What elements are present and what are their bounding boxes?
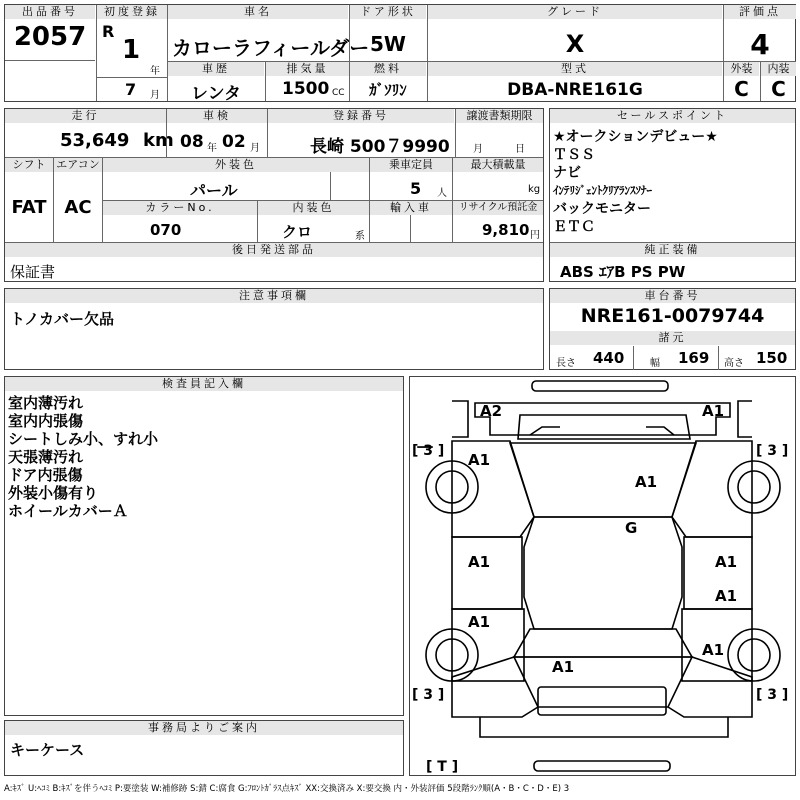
transfer-day-unit: 日 bbox=[515, 144, 525, 155]
spare-tire: [ T ] bbox=[426, 759, 459, 775]
damage-mark: A1 bbox=[702, 402, 725, 420]
chassis-label: 車台番号 bbox=[550, 289, 795, 303]
plate-label: 登録番号 bbox=[268, 109, 454, 123]
length-label: 長さ bbox=[556, 358, 576, 369]
recycle-value: 9,810 bbox=[482, 221, 530, 239]
inspector-line: 外装小傷有り bbox=[8, 484, 99, 502]
fuel-label: 燃料 bbox=[350, 62, 426, 76]
door-label: ドア形状 bbox=[350, 5, 426, 19]
ext-score: C bbox=[734, 77, 749, 101]
dims-label: 諸元 bbox=[550, 331, 795, 345]
ext-color-value: パール bbox=[190, 181, 238, 200]
capacity-label: 乗車定員 bbox=[370, 158, 452, 172]
capacity-unit: 人 bbox=[437, 188, 447, 199]
grade-label: グレード bbox=[428, 5, 722, 19]
maxload-label: 最大積載量 bbox=[453, 158, 543, 172]
ext-score-label: 外装 bbox=[724, 62, 759, 76]
damage-mark: A1 bbox=[468, 613, 491, 631]
plate-value: 長崎 500７9990 bbox=[310, 137, 450, 157]
int-score-label: 内装 bbox=[761, 62, 796, 76]
sales-point-item: ナビ bbox=[553, 165, 581, 181]
displacement-label: 排気量 bbox=[266, 62, 349, 76]
sales-point-item: バックモニター bbox=[553, 201, 651, 217]
inspector-line: 天張薄汚れ bbox=[8, 448, 84, 466]
office-value: キーケース bbox=[10, 741, 85, 759]
damage-diagram bbox=[409, 376, 796, 776]
inspection-month-unit: 月 bbox=[250, 143, 260, 154]
tire-tread-front-left: [ 3 ] bbox=[412, 443, 445, 459]
inspection-year-unit: 年 bbox=[207, 143, 217, 154]
inspector-line: 室内内張傷 bbox=[8, 412, 84, 430]
sales-point-item: ＥＴＣ bbox=[553, 219, 595, 235]
mileage-value: 53,649 bbox=[60, 130, 130, 151]
office-label: 事務局よりご案内 bbox=[5, 721, 403, 735]
int-score: C bbox=[771, 77, 786, 101]
reg-year-unit: 年 bbox=[150, 66, 160, 77]
inspector-line: ホイールカバーＡ bbox=[8, 502, 128, 520]
lot-label: 出品番号 bbox=[5, 5, 95, 19]
height-label: 高さ bbox=[724, 358, 744, 369]
grade-value: X bbox=[565, 30, 585, 58]
mileage-label: 走行 bbox=[5, 109, 166, 123]
transfer-label: 譲渡書類期限 bbox=[456, 109, 543, 123]
mileage-unit: km bbox=[143, 130, 174, 151]
damage-mark: A1 bbox=[468, 553, 491, 571]
later-parts-label: 後日発送部品 bbox=[5, 243, 543, 257]
reg-era: R bbox=[102, 22, 115, 41]
inspector-line: シートしみ小、すれ小 bbox=[8, 430, 159, 448]
inspector-line: 室内薄汚れ bbox=[8, 394, 84, 412]
displacement-value: 1500 bbox=[282, 79, 330, 99]
ac-label: エアコン bbox=[54, 158, 102, 172]
history-value: レンタ bbox=[191, 84, 241, 104]
damage-mark: A2 bbox=[480, 402, 503, 420]
int-color-value: クロ bbox=[282, 223, 313, 241]
model-value: DBA-NRE161G bbox=[507, 80, 643, 100]
damage-mark: A1 bbox=[715, 587, 738, 605]
damage-mark: A1 bbox=[702, 641, 725, 659]
history-label: 車歴 bbox=[168, 62, 264, 76]
chassis-number: NRE161-0079744 bbox=[580, 305, 765, 327]
damage-mark: A1 bbox=[552, 658, 575, 676]
shift-value: FAT bbox=[11, 197, 47, 218]
width-value: 169 bbox=[678, 349, 710, 367]
reg-month: 7 bbox=[125, 80, 137, 99]
car-diagram-svg bbox=[410, 377, 795, 775]
car-name: カローラフィールダー bbox=[172, 36, 370, 60]
score-value: 4 bbox=[750, 28, 770, 61]
reg-month-unit: 月 bbox=[150, 90, 160, 101]
lot-number: 2057 bbox=[13, 22, 87, 52]
import-label: 輸入車 bbox=[370, 201, 452, 215]
color-no-value: 070 bbox=[150, 221, 182, 239]
inspection-month: 02 bbox=[222, 132, 246, 152]
damage-mark: A1 bbox=[635, 473, 658, 491]
later-parts-value: 保証書 bbox=[10, 263, 56, 281]
int-color-unit: 系 bbox=[355, 231, 365, 242]
inspector-label: 検査員記入欄 bbox=[5, 377, 403, 391]
notes-label: 注意事項欄 bbox=[5, 289, 543, 303]
tire-tread-rear-left: [ 3 ] bbox=[412, 687, 445, 703]
inspector-line: ドア内張傷 bbox=[8, 466, 83, 484]
inspection-year: 08 bbox=[180, 132, 204, 152]
tire-tread-front-right: [ 3 ] bbox=[756, 443, 789, 459]
colorno-label: カラーNo. bbox=[103, 201, 257, 215]
equipment-value: ABS ｴｱB PS PW bbox=[560, 263, 686, 281]
sales-points-label: セールスポイント bbox=[550, 109, 795, 123]
reg-year: 1 bbox=[122, 35, 141, 65]
height-value: 150 bbox=[756, 349, 788, 367]
fuel-value: ｶﾞｿﾘﾝ bbox=[369, 81, 407, 99]
cc-unit: CC bbox=[332, 88, 345, 98]
damage-mark: A1 bbox=[715, 553, 738, 571]
inspection-label: 車検 bbox=[167, 109, 267, 123]
length-value: 440 bbox=[593, 349, 625, 367]
reg-label: 初度登録 bbox=[97, 5, 167, 19]
legend: A:ｷｽﾞ U:ﾍｺﾐ B:ｷｽﾞを伴うﾍｺﾐ P:要塗装 W:補修跡 S:錆 C:腐食 G:ﾌﾛﾝﾄｶﾞﾗｽ点ｷｽﾞ XX:交換済み X:要交換 内・外装評価 5段階ﾗﾝｸ順(A・B・C・D・E) 3 bbox=[4, 784, 570, 794]
door-type: 5W bbox=[370, 32, 406, 56]
sales-point-item: ｲﾝﾃﾘｼﾞｪﾝﾄｸﾘｱﾗﾝｽｿﾅｰ bbox=[553, 184, 652, 197]
name-label: 車名 bbox=[168, 5, 348, 19]
width-label: 幅 bbox=[650, 358, 660, 369]
transfer-month-unit: 月 bbox=[473, 144, 483, 155]
recycle-unit: 円 bbox=[530, 230, 540, 241]
equipment-label: 純正装備 bbox=[550, 243, 795, 257]
recycle-label: リサイクル預託金 bbox=[453, 201, 543, 215]
damage-mark: A1 bbox=[468, 451, 491, 469]
sales-point-item: ★オークションデビュー★ bbox=[553, 129, 718, 145]
int-color-label: 内装色 bbox=[258, 201, 369, 215]
ac-value: AC bbox=[64, 197, 92, 218]
tire-tread-rear-right: [ 3 ] bbox=[756, 687, 789, 703]
capacity-value: 5 bbox=[410, 179, 422, 198]
sales-point-item: ＴＳＳ bbox=[553, 147, 595, 163]
shift-label: シフト bbox=[5, 158, 53, 172]
score-label: 評価点 bbox=[724, 5, 796, 19]
model-label: 型式 bbox=[428, 62, 722, 76]
notes-value: トノカバー欠品 bbox=[10, 310, 114, 328]
ext-color-label: 外装色 bbox=[103, 158, 369, 172]
maxload-unit: kg bbox=[528, 184, 541, 195]
damage-mark: G bbox=[625, 519, 638, 537]
